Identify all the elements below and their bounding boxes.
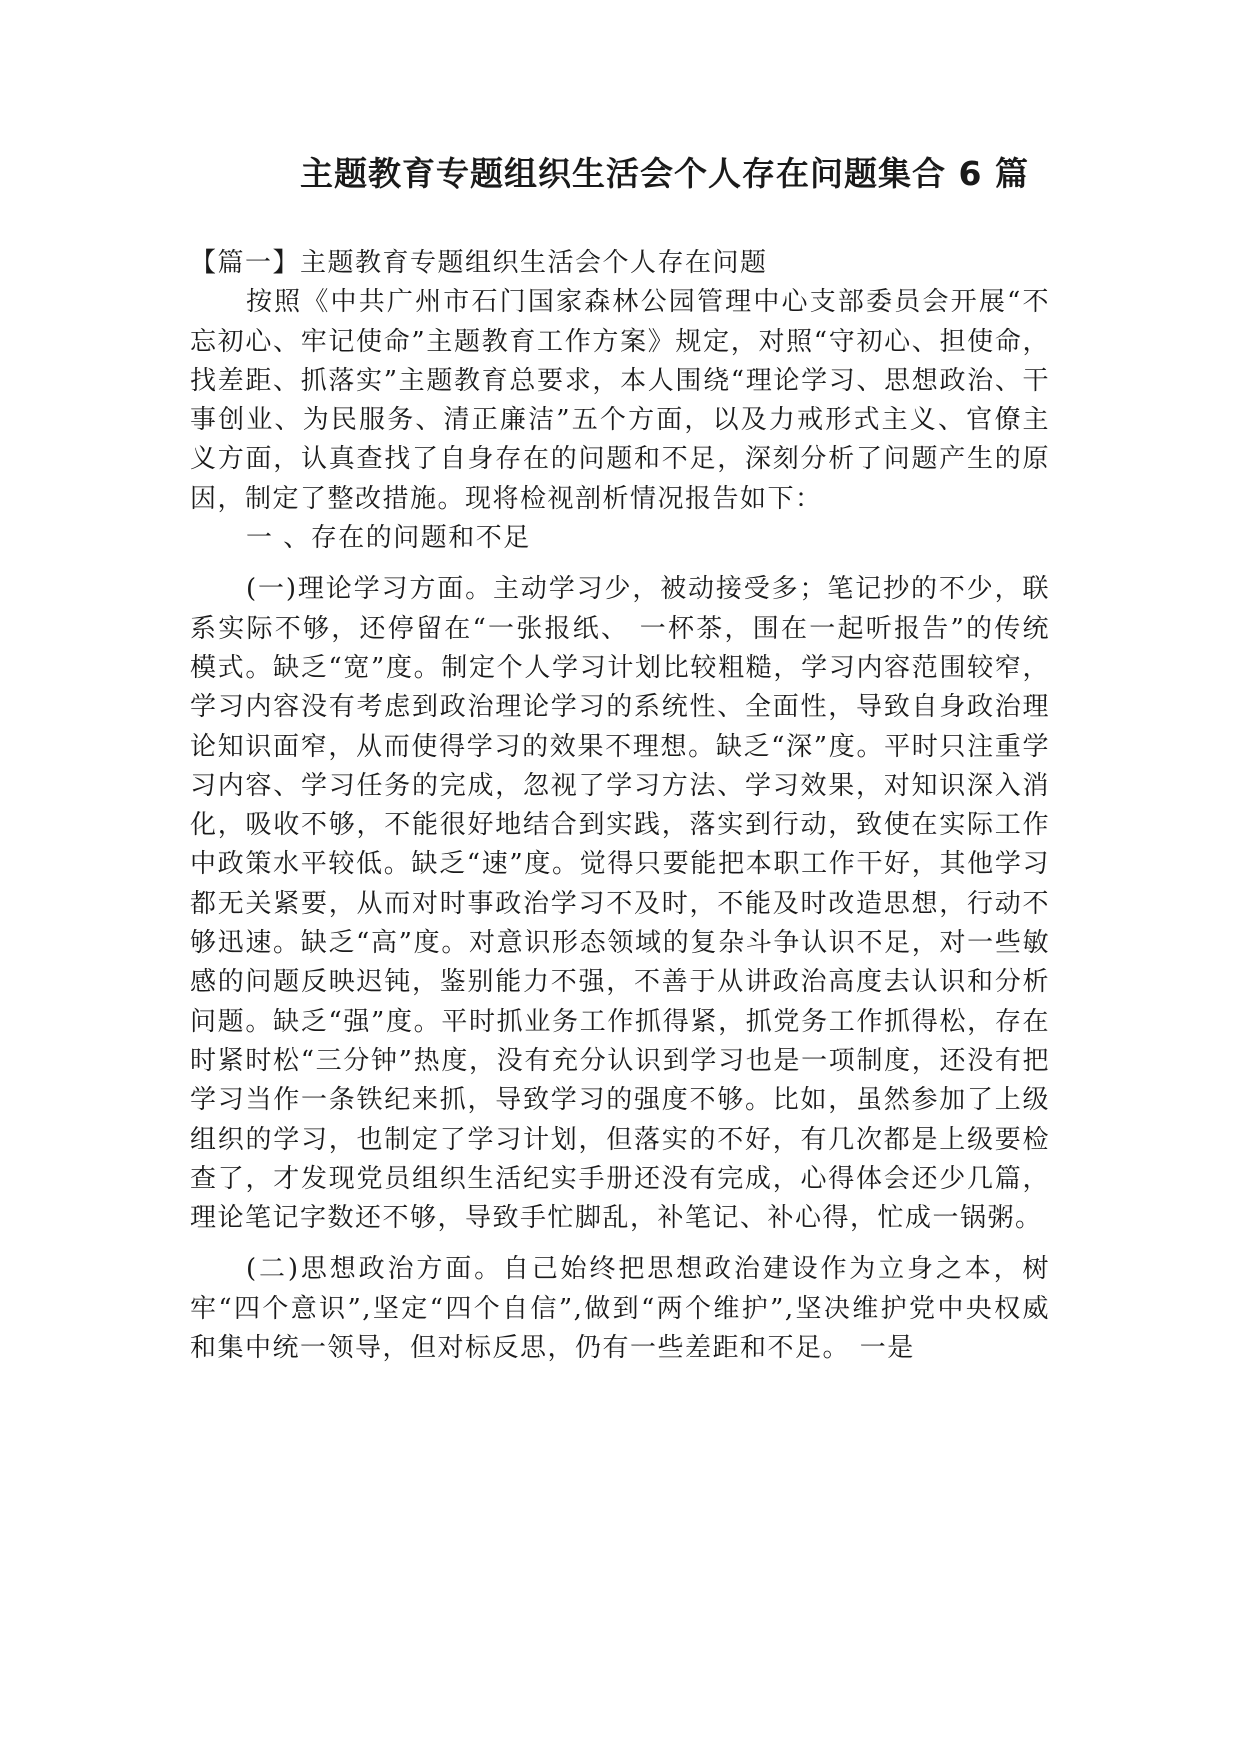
intro-paragraph: 按照《中共广州市石门国家森林公园管理中心支部委员会开展“不忘初心、牢记使命”主题教育工作方案》规定，对照“守初心、担使命，找差距、抓落实”主题教育总要求，本人围绕“理论学习、思想政治、干事创业、为民服务、清正廉洁”五个方面，以及力戒形式主义、官僚主义方面，认真查找了自身存在的问题和不足，深刻分析了问题产生的原因，制定了整改措施。现将检视剖析情况报告如下：	[190, 287, 1050, 514]
document-body	[190, 244, 1050, 1368]
item-theory-study-paragraph: (一)理论学习方面。主动学习少，被动接受多；笔记抄的不少，联系实际不够，还停留在“一张报纸、 一杯茶，围在一起听报告”的传统模式。缺乏“宽”度。制定个人学习计划比较粗糙，学习内容范围较窄，学习内容没有考虑到政治理论学习的系统性、全面性，导致自身政治理论知识面窄，从而使得学习的效果不理想。缺乏“深”度。平时只注重学习内容、学习任务的完成，忽视了学习方法、学习效果，对知识深入消化，吸收不够，不能很好地结合到实践，落实到行动，致使在实际工作中政策水平较低。缺乏“速”度。觉得只要能把本职工作干好，其他学习都无关紧要，从而对时事政治学习不及时，不能及时改造思想，行动不够迅速。缺乏“高”度。对意识形态领域的复杂斗争认识不足，对一些敏感的问题反映迟钝，鉴别能力不强，不善于从讲政治高度去认识和分析问题。缺乏“强”度。平时抓业务工作抓得紧，抓党务工作抓得松，存在时紧时松“三分钟”热度，没有充分认识到学习也是一项制度，还没有把学习当作一条铁纪来抓，导致学习的强度不够。比如，虽然参加了上级组织的学习，也制定了学习计划，但落实的不好，有几次都是上级要检查了，才发现党员组织生活纪实手册还没有完成，心得体会还少几篇，理论笔记字数还不够，导致手忙脚乱，补笔记、补心得，忙成一锅粥。	[190, 574, 1050, 1234]
section-heading: 一 、存在的问题和不足	[246, 523, 531, 554]
part-heading: 【篇一】主题教育专题组织生活会个人存在问题	[190, 248, 768, 278]
item-political-thought-paragraph: (二)思想政治方面。自己始终把思想政治建设作为立身之本，树牢“四个意识”,坚定“四个自信”,做到“两个维护”,坚决维护党中央权威和集中统一领导，但对标反思，仍有一些差距和不足。 一是	[190, 1254, 1050, 1364]
document-title: 主题教育专题组织生活会个人存在问题集合 6 篇	[300, 154, 1029, 193]
